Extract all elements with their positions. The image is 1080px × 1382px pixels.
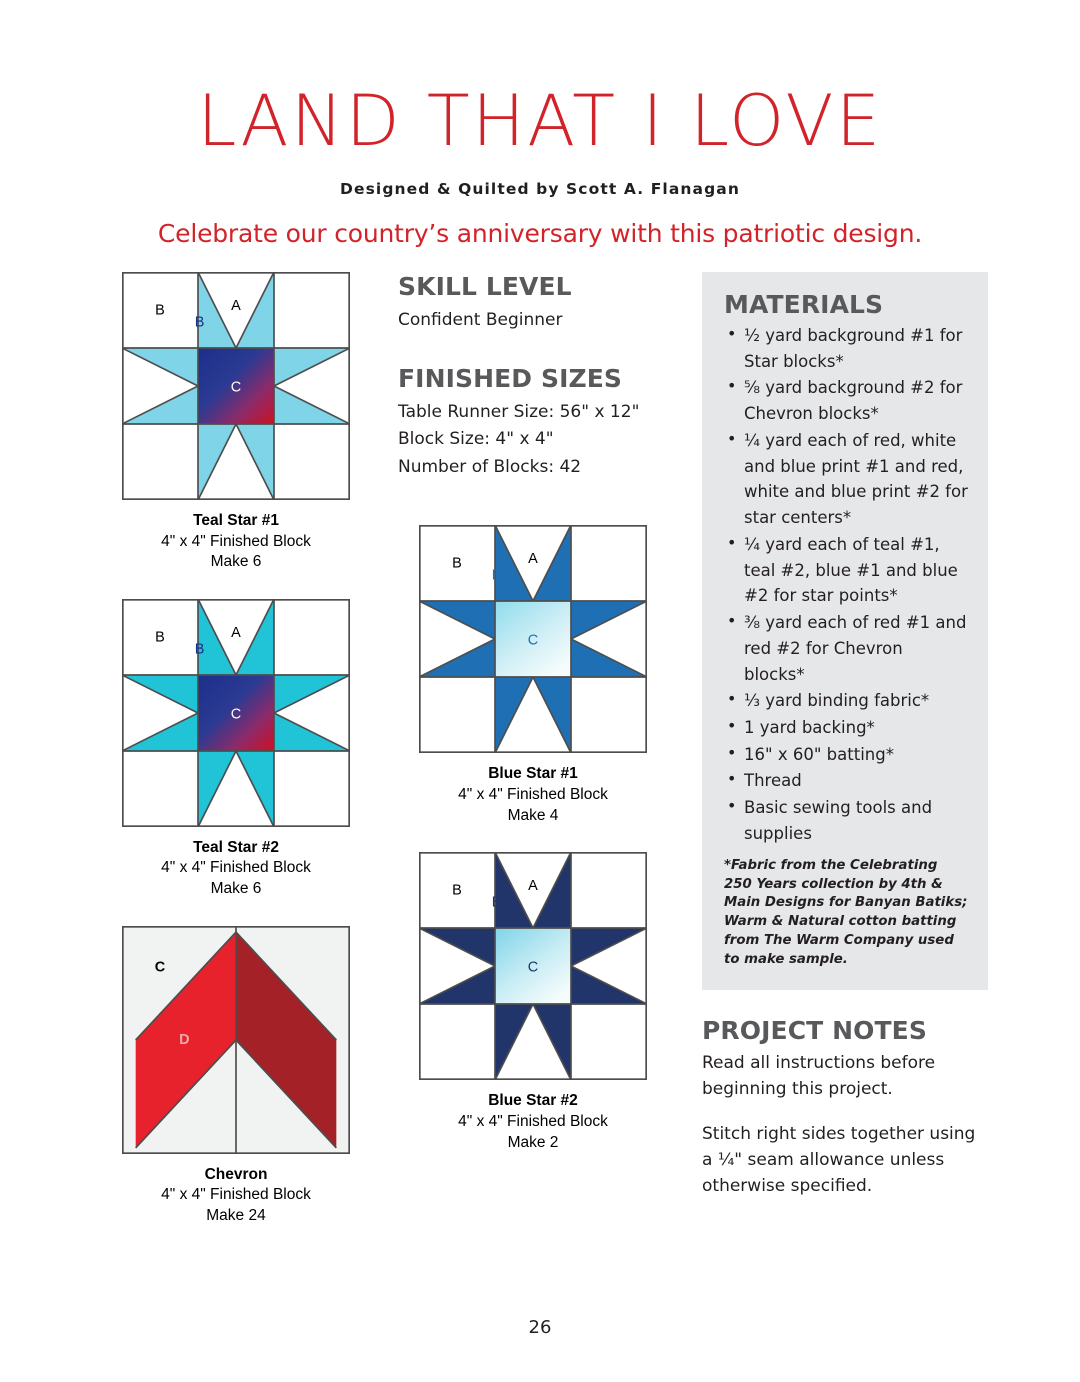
- list-item: • ⅓ yard binding fabric*: [724, 688, 968, 714]
- label-c: C: [230, 379, 242, 396]
- spacer: [398, 334, 668, 364]
- label-a: A: [528, 878, 538, 895]
- label-c: C: [527, 632, 539, 649]
- list-item: • 1 yard backing*: [724, 715, 968, 741]
- materials-panel: [702, 272, 988, 990]
- label-d: D: [179, 1031, 190, 1048]
- list-item: • Thread: [724, 768, 968, 794]
- block-make: Make 2: [507, 1133, 559, 1151]
- page-title: LAND THAT I LOVE: [197, 80, 883, 162]
- designer-byline: Designed & Quilted by Scott A. Flanagan: [340, 180, 740, 198]
- chevron-caption: [122, 1165, 350, 1227]
- blue-star-1-caption: [398, 764, 668, 826]
- right-column: [702, 272, 988, 1200]
- block-teal-star-2: [122, 599, 350, 900]
- list-item: • ¼ yard each of teal #1, teal #2, blue #1 and blue #2 for star points*: [724, 532, 968, 609]
- label-b-corner: B: [452, 556, 462, 573]
- block-name: Teal Star #2: [193, 838, 279, 856]
- blue-star-2-diagram: [419, 852, 647, 1080]
- materials-heading: MATERIALS: [724, 290, 884, 319]
- block-blue-star-2: [398, 852, 668, 1153]
- block-chevron: [122, 926, 350, 1227]
- left-block-column: [122, 272, 350, 1252]
- materials-footnote: *Fabric from the Celebrating 250 Years collection by 4th & Main Designs for Banyan Batiks; Warm & Natural cotton batting from The Warm Company used to make sample.: [724, 857, 968, 968]
- skill-level-heading: SKILL LEVEL: [398, 272, 572, 301]
- label-c: C: [154, 959, 166, 976]
- block-size: 4" x 4" Finished Block: [161, 1186, 311, 1204]
- label-a: A: [231, 298, 241, 314]
- project-notes-heading: PROJECT NOTES: [702, 1015, 927, 1045]
- label-a: A: [528, 551, 538, 568]
- block-name: Blue Star #2: [488, 1092, 578, 1110]
- list-item: • ⅜ yard each of red #1 and red #2 for Chevron blocks*: [724, 610, 968, 687]
- label-b-point: B: [194, 314, 205, 331]
- block-teal-star-1: [122, 272, 350, 573]
- label-c: C: [230, 706, 242, 723]
- block-name: Chevron: [204, 1165, 268, 1183]
- label-b-corner: B: [155, 302, 165, 319]
- teal-star-2-caption: [122, 838, 350, 900]
- chevron-diagram: [122, 926, 350, 1154]
- block-make: Make 6: [210, 880, 262, 898]
- block-blue-star-1: [398, 525, 668, 826]
- table-runner-size: Table Runner Size: 56" x 12": [398, 401, 640, 422]
- list-item: • Basic sewing tools and supplies: [724, 795, 968, 846]
- block-name: Teal Star #1: [193, 512, 279, 529]
- block-size: 4" x 4" Finished Block: [161, 532, 311, 550]
- block-make: Make 24: [206, 1206, 266, 1224]
- page-header: [0, 0, 1080, 248]
- label-b-point: B: [491, 895, 502, 912]
- label-b-point: B: [194, 641, 205, 658]
- blue-star-2-caption: [398, 1091, 668, 1153]
- finished-sizes-heading: FINISHED SIZES: [398, 363, 622, 393]
- number-of-blocks: Number of Blocks: 42: [398, 456, 582, 477]
- label-b-point: B: [491, 568, 502, 585]
- block-size: 4" x 4" Finished Block: [458, 1112, 608, 1130]
- skill-level-section: [398, 272, 668, 334]
- materials-list: [724, 323, 968, 847]
- label-b-corner: B: [452, 882, 462, 899]
- middle-column: [398, 272, 668, 1179]
- list-item: • ¼ yard each of red, white and blue print #1 and red, white and blue print #2 for star centers*: [724, 428, 968, 531]
- project-notes-section: [702, 1016, 988, 1200]
- list-item: • 16" x 60" batting*: [724, 742, 968, 768]
- block-size: Block Size: 4" x 4": [398, 429, 554, 450]
- label-a: A: [231, 624, 241, 641]
- project-notes-paragraph: Stitch right sides together using a ¼" seam allowance unless otherwise specified.: [702, 1123, 976, 1197]
- block-name: Blue Star #1: [488, 765, 578, 783]
- page-number: 26: [528, 1317, 552, 1338]
- label-b-corner: B: [155, 629, 165, 646]
- label-c: C: [527, 959, 539, 976]
- list-item: • ½ yard background #1 for Star blocks*: [724, 323, 968, 374]
- blue-star-1-diagram: [419, 525, 647, 753]
- teal-star-1-diagram: [122, 272, 350, 500]
- finished-sizes-section: [398, 364, 668, 482]
- list-item: • ⅝ yard background #2 for Chevron blocks*: [724, 375, 968, 426]
- project-notes-paragraph: Read all instructions before beginning this project.: [702, 1052, 936, 1100]
- block-make: Make 4: [507, 806, 559, 824]
- block-size: 4" x 4" Finished Block: [458, 786, 608, 804]
- block-make: Make 6: [210, 553, 262, 571]
- tagline: Celebrate our country’s anniversary with this patriotic design.: [157, 219, 923, 248]
- skill-level-value: Confident Beginner: [398, 310, 563, 330]
- teal-star-2-diagram: [122, 599, 350, 827]
- block-size: 4" x 4" Finished Block: [161, 859, 311, 877]
- teal-star-1-caption: [122, 511, 350, 573]
